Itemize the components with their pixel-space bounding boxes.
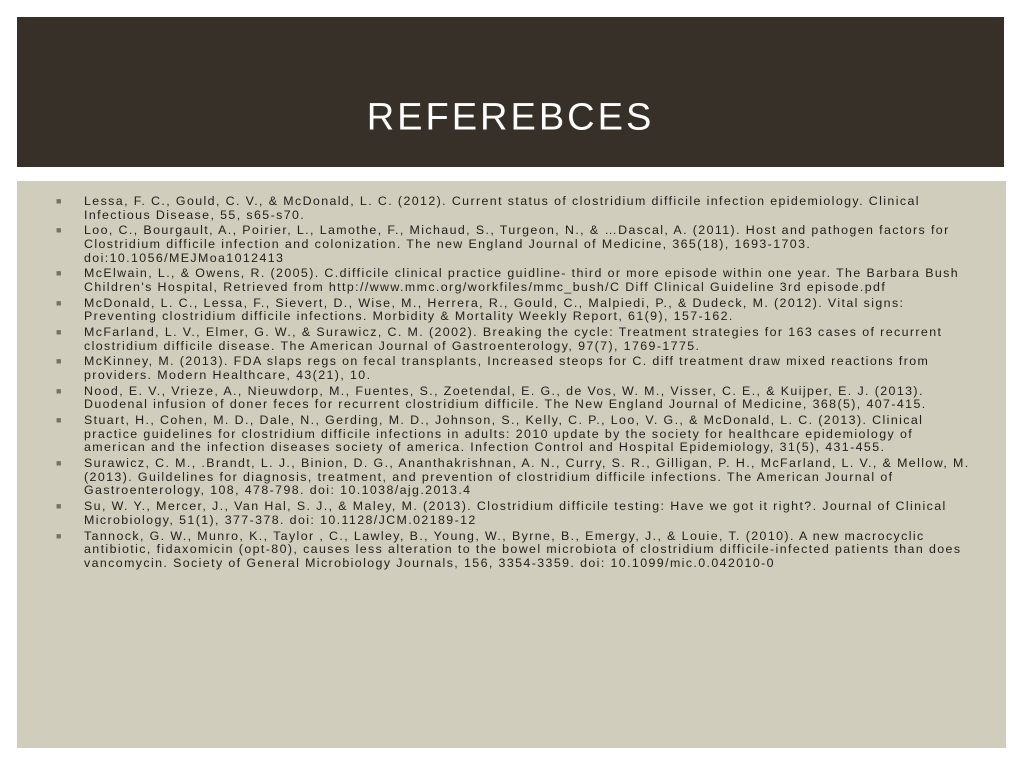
- title-bar: [17, 17, 1004, 167]
- reference-item: [56, 354, 976, 383]
- reference-text: Nood, E. V., Vrieze, A., Nieuwdorp, M., Fuentes, S., Zoetendal, E. G., de Vos, W. M., Visser, C. E., & Kuijper, E. J. (2013). Duodenal infusion of doner feces for recurrent clostridium difficile. The New England Journal of Medicine, 368(5), 407-415.: [84, 383, 927, 412]
- reference-item: [56, 223, 976, 265]
- reference-item: [56, 499, 976, 527]
- reference-text: McKinney, M. (2013). FDA slaps regs on fecal transplants, Increased steops for C. diff treatment draw mixed reactions from providers. Modern Healthcare, 43(21), 10.: [84, 354, 930, 383]
- reference-item: [56, 528, 976, 571]
- square-bullet-icon: ■: [56, 196, 62, 206]
- reference-item: [56, 413, 976, 455]
- square-bullet-icon: ■: [56, 356, 62, 367]
- square-bullet-icon: ■: [56, 268, 62, 279]
- square-bullet-icon: ■: [56, 385, 62, 396]
- reference-text: Lessa, F. C., Gould, C. V., & McDonald, L. C. (2012). Current status of clostridium difficile infection epidemiology. Clinical Infectious Disease, 55, s65-s70.: [84, 194, 920, 222]
- reference-text: Surawicz, C. M., .Brandt, L. J., Binion, D. G., Ananthakrishnan, A. N., Curry, S. R., Gilligan, P. H., McFarland, L. V., & Mellow, M. (2013). Guildelines for diagnosis, treatment, and prevention of clostridium difficile infections. The American Journal of Gastroenterology, 108, 478-798. doi: 10.1038/ajg.2013.4: [84, 456, 970, 498]
- reference-text: Stuart, H., Cohen, M. D., Dale, N., Gerding, M. D., Johnson, S., Kelly, C. P., Loo, V. G., & McDonald, L. C. (2013). Clinical practice guidelines for clostridium difficile infections in adults: 2010 update by the society for healthcare epidemiology of american and the infection diseases society of america. Infection Control and Hospital Epidemiology, 31(5), 431-455.: [84, 413, 924, 455]
- reference-text: Loo, C., Bourgault, A., Poirier, L., Lamothe, F., Michaud, S., Turgeon, N., & …Dascal, A. (2011). Host and pathogen factors for Clostridium difficile infection and colonization. The new England Journal of Medicine, 365(18), 1693-1703. doi:10.1056/MEJMoa1012413: [84, 223, 950, 265]
- slide-title: REFEREBCES: [366, 96, 655, 139]
- reference-text: McFarland, L. V., Elmer, G. W., & Surawicz, C. M. (2002). Breaking the cycle: Treatment strategies for 163 cases of recurrent clostridium difficile disease. The American Journal of Gastroenterology, 97(7), 1769-1775.: [84, 325, 943, 353]
- square-bullet-icon: ■: [56, 415, 62, 426]
- square-bullet-icon: ■: [56, 458, 62, 469]
- reference-list: [17, 181, 1006, 570]
- reference-item: [56, 295, 976, 324]
- square-bullet-icon: ■: [56, 501, 62, 512]
- reference-text: McDonald, L. C., Lessa, F., Sievert, D., Wise, M., Herrera, R., Gould, C., Malpiedi, P., & Dudeck, M. (2012). Vital signs: Preventing clostridium difficile infections. Morbidity & Mortality Weekly Report, 61(9), 157-162.: [84, 295, 905, 324]
- reference-text: Tannock, G. W., Munro, K., Taylor , C., Lawley, B., Young, W., Byrne, B., Emergy, J., & Louie, T. (2010). A new macrocyclic antibiotic, fidaxomicin (opt-80), causes less alteration to the bowel microbiota of clostridium difficile-infected patients than does vancomycin. Society of General Microbiology Journals, 156, 3354-3359. doi: 10.1099/mic.0.042010-0: [84, 528, 962, 570]
- square-bullet-icon: ■: [56, 327, 62, 338]
- reference-text: McElwain, L., & Owens, R. (2005). C.difficile clinical practice guidline- third or more episode within one year. The Barbara Bush Children's Hospital, Retrieved from http://www.mmc.org/workfiles/mmc_bush/C Diff Clinical Guideline 3rd episode.pdf: [84, 266, 960, 294]
- content-panel: [17, 181, 1006, 748]
- reference-item: [56, 194, 976, 222]
- reference-item: [56, 383, 976, 412]
- square-bullet-icon: ■: [56, 530, 62, 541]
- reference-item: [56, 266, 976, 294]
- square-bullet-icon: ■: [56, 297, 62, 308]
- reference-text: Su, W. Y., Mercer, J., Van Hal, S. J., & Maley, M. (2013). Clostridium difficile testing: Have we got it right?. Journal of Clinical Microbiology, 51(1), 377-378. doi: 10.1128/JCM.02189-12: [84, 499, 947, 527]
- reference-item: [56, 325, 976, 353]
- reference-item: [56, 456, 976, 498]
- square-bullet-icon: ■: [56, 225, 62, 236]
